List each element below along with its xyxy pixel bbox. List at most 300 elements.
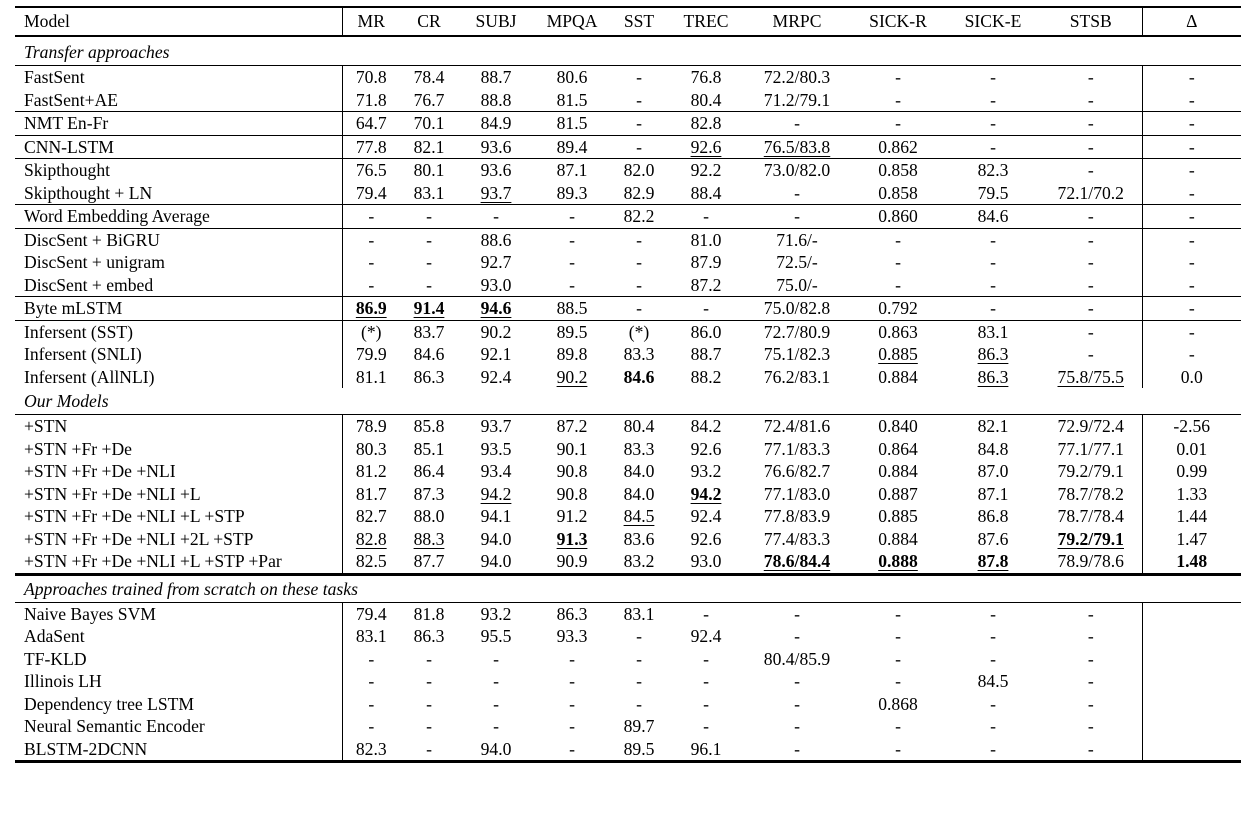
score-value: -	[569, 274, 575, 295]
column-header-sick-r: SICK-R	[850, 7, 946, 36]
score-value: -	[636, 274, 642, 295]
score-value: -	[1087, 160, 1094, 180]
score-value: -	[1188, 67, 1195, 87]
score-cell-sick-e	[946, 693, 1040, 716]
score-value: -	[368, 716, 375, 736]
score-cell-sick-e	[946, 528, 1040, 551]
score-value: 82.3	[355, 738, 387, 759]
score-cell-trec	[668, 320, 744, 343]
score-value: -	[990, 626, 996, 646]
score-value: -	[1087, 603, 1094, 624]
score-cell-mrpc	[744, 112, 850, 136]
score-value: 82.1	[413, 136, 445, 157]
score-cell-sick-e	[946, 159, 1040, 182]
score-cell-subj	[458, 483, 534, 506]
score-cell-sst	[610, 625, 668, 648]
column-header-trec: TREC	[668, 7, 744, 36]
header-row	[15, 7, 1241, 36]
score-cell-stsb	[1040, 251, 1142, 274]
score-cell-stsb	[1040, 602, 1142, 625]
score-cell-mpqa	[534, 112, 610, 136]
score-cell-sick-e	[946, 505, 1040, 528]
score-cell-sick-e	[946, 715, 1040, 738]
score-cell-mr	[342, 438, 400, 461]
score-value: 0.01	[1176, 438, 1208, 459]
score-value: -	[569, 738, 575, 759]
score-cell-mrpc	[744, 738, 850, 762]
score-value: 87.1	[977, 483, 1009, 504]
score-value: 86.3	[413, 366, 445, 387]
score-cell--	[1142, 625, 1241, 648]
score-value: 87.6	[977, 528, 1009, 549]
score-value: 77.1/83.3	[763, 438, 831, 459]
score-value: 82.7	[355, 506, 387, 526]
score-value: -	[368, 648, 375, 669]
score-cell-sick-r	[850, 505, 946, 528]
section-title: Approaches trained from scratch on these tasks	[15, 574, 1241, 602]
score-cell-sst	[610, 483, 668, 506]
score-cell-mpqa	[534, 715, 610, 738]
score-cell-subj	[458, 715, 534, 738]
score-value: -	[569, 716, 575, 736]
score-cell--	[1142, 135, 1241, 159]
score-cell-sick-r	[850, 182, 946, 205]
score-value: 93.4	[480, 461, 512, 481]
score-value: 82.2	[623, 206, 655, 226]
score-cell-mrpc	[744, 89, 850, 112]
column-header-model: Model	[15, 7, 342, 36]
score-value: -	[1188, 252, 1195, 272]
score-cell--	[1142, 693, 1241, 716]
model-name-cell: Neural Semantic Encoder	[15, 715, 342, 738]
score-value: 93.6	[480, 136, 512, 157]
score-cell-trec	[668, 625, 744, 648]
score-value: 84.9	[480, 113, 512, 133]
score-value: -	[569, 252, 575, 272]
score-cell-sick-r	[850, 274, 946, 297]
score-value: 71.6/-	[776, 229, 818, 250]
score-cell-trec	[668, 66, 744, 89]
score-value: -	[636, 298, 642, 318]
score-value: 90.8	[556, 461, 588, 481]
table-row	[15, 320, 1241, 343]
score-value: 87.9	[690, 252, 722, 272]
score-cell-sick-r	[850, 438, 946, 461]
score-cell-mpqa	[534, 550, 610, 574]
score-cell-sst	[610, 693, 668, 716]
score-value: 86.4	[413, 461, 445, 481]
score-cell-stsb	[1040, 528, 1142, 551]
score-cell-stsb	[1040, 159, 1142, 182]
score-value: -	[636, 671, 642, 691]
score-cell--	[1142, 670, 1241, 693]
score-value: -	[1087, 738, 1094, 759]
score-cell-mpqa	[534, 366, 610, 389]
score-value: 86.0	[690, 321, 722, 342]
score-cell-mr	[342, 693, 400, 716]
score-value: 79.2/79.1	[1057, 461, 1124, 481]
score-value: 93.3	[556, 626, 588, 646]
score-value: -	[493, 693, 499, 714]
score-value: -	[368, 252, 375, 272]
score-value: 89.3	[556, 182, 588, 203]
score-cell-mr	[342, 415, 400, 438]
score-value: -	[1087, 229, 1094, 250]
score-value: -	[990, 298, 996, 318]
score-cell-mpqa	[534, 182, 610, 205]
score-cell-mr	[342, 205, 400, 229]
column-header-mrpc: MRPC	[744, 7, 850, 36]
score-value: -	[368, 671, 375, 691]
score-value: 91.4	[413, 298, 445, 318]
score-cell-mrpc	[744, 159, 850, 182]
model-name-cell: CNN-LSTM	[15, 135, 342, 159]
score-value: -	[990, 738, 996, 759]
score-value: 0.864	[878, 438, 918, 459]
score-cell-cr	[400, 415, 458, 438]
score-value: -	[1188, 89, 1195, 110]
score-value: -	[990, 136, 996, 157]
score-value: 92.2	[690, 160, 722, 180]
score-value: 83.2	[623, 551, 655, 571]
score-cell-mr	[342, 112, 400, 136]
score-cell-cr	[400, 505, 458, 528]
score-value: 89.5	[556, 321, 588, 342]
score-cell-sst	[610, 460, 668, 483]
score-cell-sst	[610, 528, 668, 551]
table-row	[15, 366, 1241, 389]
score-value: 78.9/78.6	[1057, 551, 1124, 571]
column-header-delta: Δ	[1142, 7, 1241, 36]
score-cell-cr	[400, 438, 458, 461]
score-value: 86.8	[977, 506, 1009, 526]
score-value: 85.1	[413, 438, 445, 459]
score-cell-trec	[668, 274, 744, 297]
score-value: 79.9	[355, 344, 387, 364]
score-cell-sst	[610, 343, 668, 366]
score-value: 84.6	[977, 206, 1009, 226]
score-value: 71.8	[355, 89, 387, 110]
score-cell-mr	[342, 366, 400, 389]
score-cell-mr	[342, 625, 400, 648]
score-cell-stsb	[1040, 228, 1142, 251]
score-cell-sst	[610, 715, 668, 738]
score-cell-sick-r	[850, 320, 946, 343]
score-value: 84.5	[977, 671, 1009, 691]
table-row	[15, 505, 1241, 528]
score-value: 84.5	[623, 506, 655, 526]
score-cell-subj	[458, 550, 534, 574]
score-value: 79.4	[355, 603, 387, 624]
score-cell-sick-r	[850, 415, 946, 438]
score-value: 0.858	[878, 182, 918, 203]
score-cell-cr	[400, 625, 458, 648]
score-value: -	[426, 693, 432, 714]
score-value: 92.4	[690, 506, 722, 526]
score-cell-cr	[400, 550, 458, 574]
score-value: 80.3	[355, 438, 387, 459]
score-value: 87.8	[977, 551, 1009, 571]
score-cell-subj	[458, 135, 534, 159]
score-cell-subj	[458, 228, 534, 251]
score-cell-stsb	[1040, 274, 1142, 297]
score-value: 72.1/70.2	[1057, 182, 1124, 203]
score-cell-cr	[400, 251, 458, 274]
score-cell-mpqa	[534, 505, 610, 528]
score-value: -	[569, 671, 575, 691]
score-value: 88.8	[480, 89, 512, 110]
score-value: 90.2	[480, 321, 512, 342]
score-value: -	[794, 113, 800, 133]
model-name-cell: NMT En-Fr	[15, 112, 342, 136]
score-value: 83.3	[623, 344, 655, 364]
score-value: -	[794, 671, 800, 691]
score-value: 0.0	[1180, 366, 1203, 387]
score-value: -	[1087, 716, 1094, 736]
score-cell-trec	[668, 693, 744, 716]
score-value: -	[1087, 89, 1094, 110]
score-value: 84.0	[623, 483, 655, 504]
score-cell-sick-r	[850, 715, 946, 738]
score-cell-cr	[400, 670, 458, 693]
table-row	[15, 670, 1241, 693]
score-value: 88.6	[480, 229, 512, 250]
score-cell-trec	[668, 89, 744, 112]
score-value: 0.888	[878, 551, 918, 571]
score-cell--	[1142, 251, 1241, 274]
score-value: 86.3	[413, 626, 445, 646]
score-cell-sick-r	[850, 135, 946, 159]
score-cell-mr	[342, 505, 400, 528]
score-value: -	[895, 738, 901, 759]
score-cell-cr	[400, 66, 458, 89]
score-cell-sick-r	[850, 228, 946, 251]
score-cell-mrpc	[744, 205, 850, 229]
score-cell-mpqa	[534, 159, 610, 182]
score-value: 0.858	[878, 160, 918, 180]
score-value: -	[990, 67, 996, 87]
table-row	[15, 483, 1241, 506]
score-value: -	[895, 716, 901, 736]
score-cell-sick-r	[850, 670, 946, 693]
table-row	[15, 648, 1241, 671]
score-cell-mrpc	[744, 135, 850, 159]
score-value: 0.862	[878, 136, 918, 157]
score-value: 79.4	[355, 182, 387, 203]
score-value: -	[794, 206, 800, 226]
score-cell-trec	[668, 738, 744, 762]
score-value: -	[703, 648, 709, 669]
score-value: 1.33	[1176, 483, 1208, 504]
score-value: 78.4	[413, 67, 445, 87]
score-value: 79.2/79.1	[1057, 528, 1124, 549]
score-value: 87.0	[977, 461, 1009, 481]
score-value: -	[493, 648, 499, 669]
score-cell-sst	[610, 602, 668, 625]
model-name-cell: DiscSent + unigram	[15, 251, 342, 274]
results-table	[15, 6, 1241, 763]
score-value: (*)	[360, 321, 382, 342]
score-cell-sick-r	[850, 693, 946, 716]
score-cell-trec	[668, 159, 744, 182]
section-header-row	[15, 388, 1241, 415]
score-value: -	[636, 693, 642, 714]
score-cell-stsb	[1040, 625, 1142, 648]
section-header-row	[15, 39, 1241, 66]
score-value: 82.5	[355, 551, 387, 571]
score-value: -	[1087, 321, 1094, 342]
score-cell-sst	[610, 297, 668, 321]
score-cell-sick-e	[946, 602, 1040, 625]
model-name-cell: DiscSent + BiGRU	[15, 228, 342, 251]
score-value: -	[368, 274, 375, 295]
score-cell-sick-r	[850, 297, 946, 321]
score-cell--	[1142, 738, 1241, 762]
score-cell-sst	[610, 274, 668, 297]
score-value: -	[703, 671, 709, 691]
score-value: 75.0/-	[776, 274, 818, 295]
score-value: -	[794, 182, 800, 203]
score-cell-sick-e	[946, 366, 1040, 389]
score-value: 92.6	[690, 438, 722, 459]
score-value: -	[703, 716, 709, 736]
score-cell--	[1142, 297, 1241, 321]
score-value: 0.863	[878, 321, 918, 342]
score-cell-cr	[400, 135, 458, 159]
score-value: 72.5/-	[776, 252, 818, 272]
score-cell-trec	[668, 550, 744, 574]
score-value: -	[990, 252, 996, 272]
score-cell-sick-r	[850, 66, 946, 89]
score-value: 1.48	[1176, 551, 1208, 571]
score-cell-mr	[342, 460, 400, 483]
score-cell-trec	[668, 670, 744, 693]
score-cell-subj	[458, 89, 534, 112]
score-value: 92.7	[480, 252, 512, 272]
score-cell-stsb	[1040, 415, 1142, 438]
score-cell-trec	[668, 297, 744, 321]
score-cell--	[1142, 460, 1241, 483]
score-cell-mrpc	[744, 274, 850, 297]
score-value: 0.840	[878, 416, 918, 436]
score-value: 92.6	[690, 136, 722, 157]
score-cell-stsb	[1040, 297, 1142, 321]
score-cell--	[1142, 66, 1241, 89]
score-cell-cr	[400, 297, 458, 321]
score-cell-stsb	[1040, 648, 1142, 671]
score-cell-sick-e	[946, 738, 1040, 762]
score-cell-subj	[458, 159, 534, 182]
score-value: -	[368, 206, 375, 226]
score-value: -	[1188, 160, 1195, 180]
score-cell-trec	[668, 602, 744, 625]
score-cell-trec	[668, 366, 744, 389]
score-cell-mr	[342, 274, 400, 297]
score-value: 81.0	[690, 229, 722, 250]
score-value: -	[1087, 206, 1094, 226]
score-cell-mpqa	[534, 320, 610, 343]
table-row	[15, 602, 1241, 625]
score-value: -	[895, 229, 901, 250]
score-cell-subj	[458, 602, 534, 625]
score-value: 92.4	[690, 626, 722, 646]
section-header-row	[15, 574, 1241, 602]
score-value: 93.0	[480, 274, 512, 295]
score-cell-subj	[458, 438, 534, 461]
model-name-cell: AdaSent	[15, 625, 342, 648]
score-cell-sst	[610, 438, 668, 461]
model-name-cell: Skipthought + LN	[15, 182, 342, 205]
score-cell-mrpc	[744, 320, 850, 343]
score-value: -	[990, 89, 996, 110]
model-name-cell: Dependency tree LSTM	[15, 693, 342, 716]
score-value: 93.2	[480, 603, 512, 624]
model-name-cell: +STN	[15, 415, 342, 438]
score-value: -	[990, 693, 996, 714]
score-cell-mpqa	[534, 528, 610, 551]
score-value: 81.1	[355, 366, 387, 387]
score-cell-sick-r	[850, 366, 946, 389]
table-row	[15, 438, 1241, 461]
model-name-cell: BLSTM-2DCNN	[15, 738, 342, 762]
score-cell-mpqa	[534, 89, 610, 112]
score-cell-trec	[668, 648, 744, 671]
score-cell-mr	[342, 89, 400, 112]
score-value: 94.6	[480, 298, 512, 318]
score-cell-sick-e	[946, 483, 1040, 506]
score-value: 83.1	[413, 182, 445, 203]
score-cell-subj	[458, 251, 534, 274]
score-cell-stsb	[1040, 366, 1142, 389]
score-value: -	[426, 252, 432, 272]
score-cell--	[1142, 205, 1241, 229]
score-value: -	[1188, 182, 1195, 203]
score-cell-stsb	[1040, 205, 1142, 229]
score-value: -	[1188, 229, 1195, 250]
score-value: 76.5	[355, 160, 387, 180]
score-cell-cr	[400, 693, 458, 716]
score-value: 88.2	[690, 366, 722, 387]
score-cell--	[1142, 320, 1241, 343]
score-cell-subj	[458, 274, 534, 297]
score-cell-sick-e	[946, 228, 1040, 251]
score-value: 76.7	[413, 89, 445, 110]
score-value: 76.2/83.1	[763, 366, 831, 387]
score-cell-mpqa	[534, 438, 610, 461]
score-cell-subj	[458, 528, 534, 551]
score-cell-stsb	[1040, 343, 1142, 366]
score-cell--	[1142, 550, 1241, 574]
score-value: -	[1087, 274, 1094, 295]
score-value: -	[426, 671, 432, 691]
score-cell-trec	[668, 483, 744, 506]
score-value: -	[794, 603, 800, 624]
score-value: -	[569, 206, 575, 226]
score-value: 87.7	[413, 551, 445, 571]
score-cell-sst	[610, 648, 668, 671]
score-cell--	[1142, 182, 1241, 205]
score-cell-sick-r	[850, 550, 946, 574]
score-cell-sick-r	[850, 251, 946, 274]
table-row	[15, 415, 1241, 438]
score-cell--	[1142, 648, 1241, 671]
score-value: 82.0	[623, 160, 655, 180]
table-row	[15, 550, 1241, 574]
score-cell-mpqa	[534, 648, 610, 671]
score-value: 80.6	[556, 67, 588, 87]
table-row	[15, 693, 1241, 716]
score-value: 82.9	[623, 182, 655, 203]
